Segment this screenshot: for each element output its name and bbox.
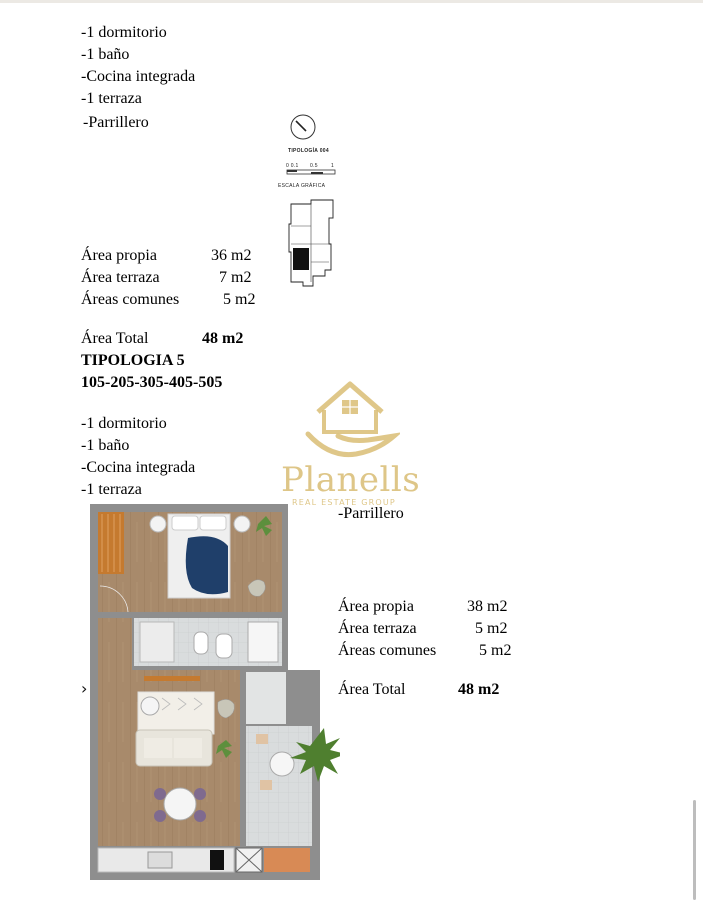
feature-item: -1 dormitorio: [81, 415, 167, 432]
area-label: Áreas comunes: [338, 642, 437, 659]
tipologia-title: TIPOLOGIA 5: [81, 352, 185, 369]
area-value: 5 m2: [479, 642, 512, 659]
feature-item: -Cocina integrada: [81, 459, 196, 476]
area-label: Área terraza: [81, 269, 160, 286]
home-hand-logo-icon: [300, 374, 400, 464]
area-label: Área terraza: [338, 620, 417, 637]
area-label: Áreas comunes: [81, 291, 180, 308]
total-area-value: 48 m2: [202, 330, 244, 347]
watermark-brand: Planells: [281, 460, 421, 500]
scale-label: ESCALA GRÁFICA: [278, 183, 326, 189]
watermark-tagline: REAL ESTATE GROUP: [292, 498, 396, 507]
area-value: 5 m2: [475, 620, 508, 637]
feature-item: -1 baño: [81, 437, 130, 454]
area-value: 7 m2: [219, 269, 252, 286]
scale-tick: 0 0.1: [286, 163, 299, 169]
feature-item: -1 dormitorio: [81, 24, 167, 41]
feature-item: -Cocina integrada: [81, 68, 196, 85]
scale-tick: 1: [331, 163, 335, 169]
area-value: 38 m2: [467, 598, 508, 615]
scale-tick: 0.5: [310, 163, 318, 169]
feature-item: -Parrillero: [338, 505, 404, 522]
scrollbar[interactable]: [693, 800, 696, 900]
feature-item: -1 terraza: [81, 90, 142, 107]
feature-item: -1 terraza: [81, 481, 142, 498]
total-area-label: Área Total: [338, 681, 406, 698]
north-arrow-icon: [288, 113, 318, 143]
floor-plan-image: [88, 502, 340, 882]
area-value: 36 m2: [211, 247, 252, 264]
total-area-label: Área Total: [81, 330, 149, 347]
total-area-value: 48 m2: [458, 681, 500, 698]
feature-item: -Parrillero: [83, 114, 149, 131]
building-footprint-diagram: [285, 196, 339, 294]
key-plan-tag: TIPOLOGÍA 004: [288, 148, 329, 154]
chevron-right-icon[interactable]: ›: [81, 679, 88, 698]
feature-item: -1 baño: [81, 46, 130, 63]
scale-bar: [286, 169, 336, 177]
top-edge: [0, 0, 703, 3]
unit-numbers: 105-205-305-405-505: [81, 374, 223, 391]
area-label: Área propia: [338, 598, 414, 615]
area-value: 5 m2: [223, 291, 256, 308]
area-label: Área propia: [81, 247, 157, 264]
